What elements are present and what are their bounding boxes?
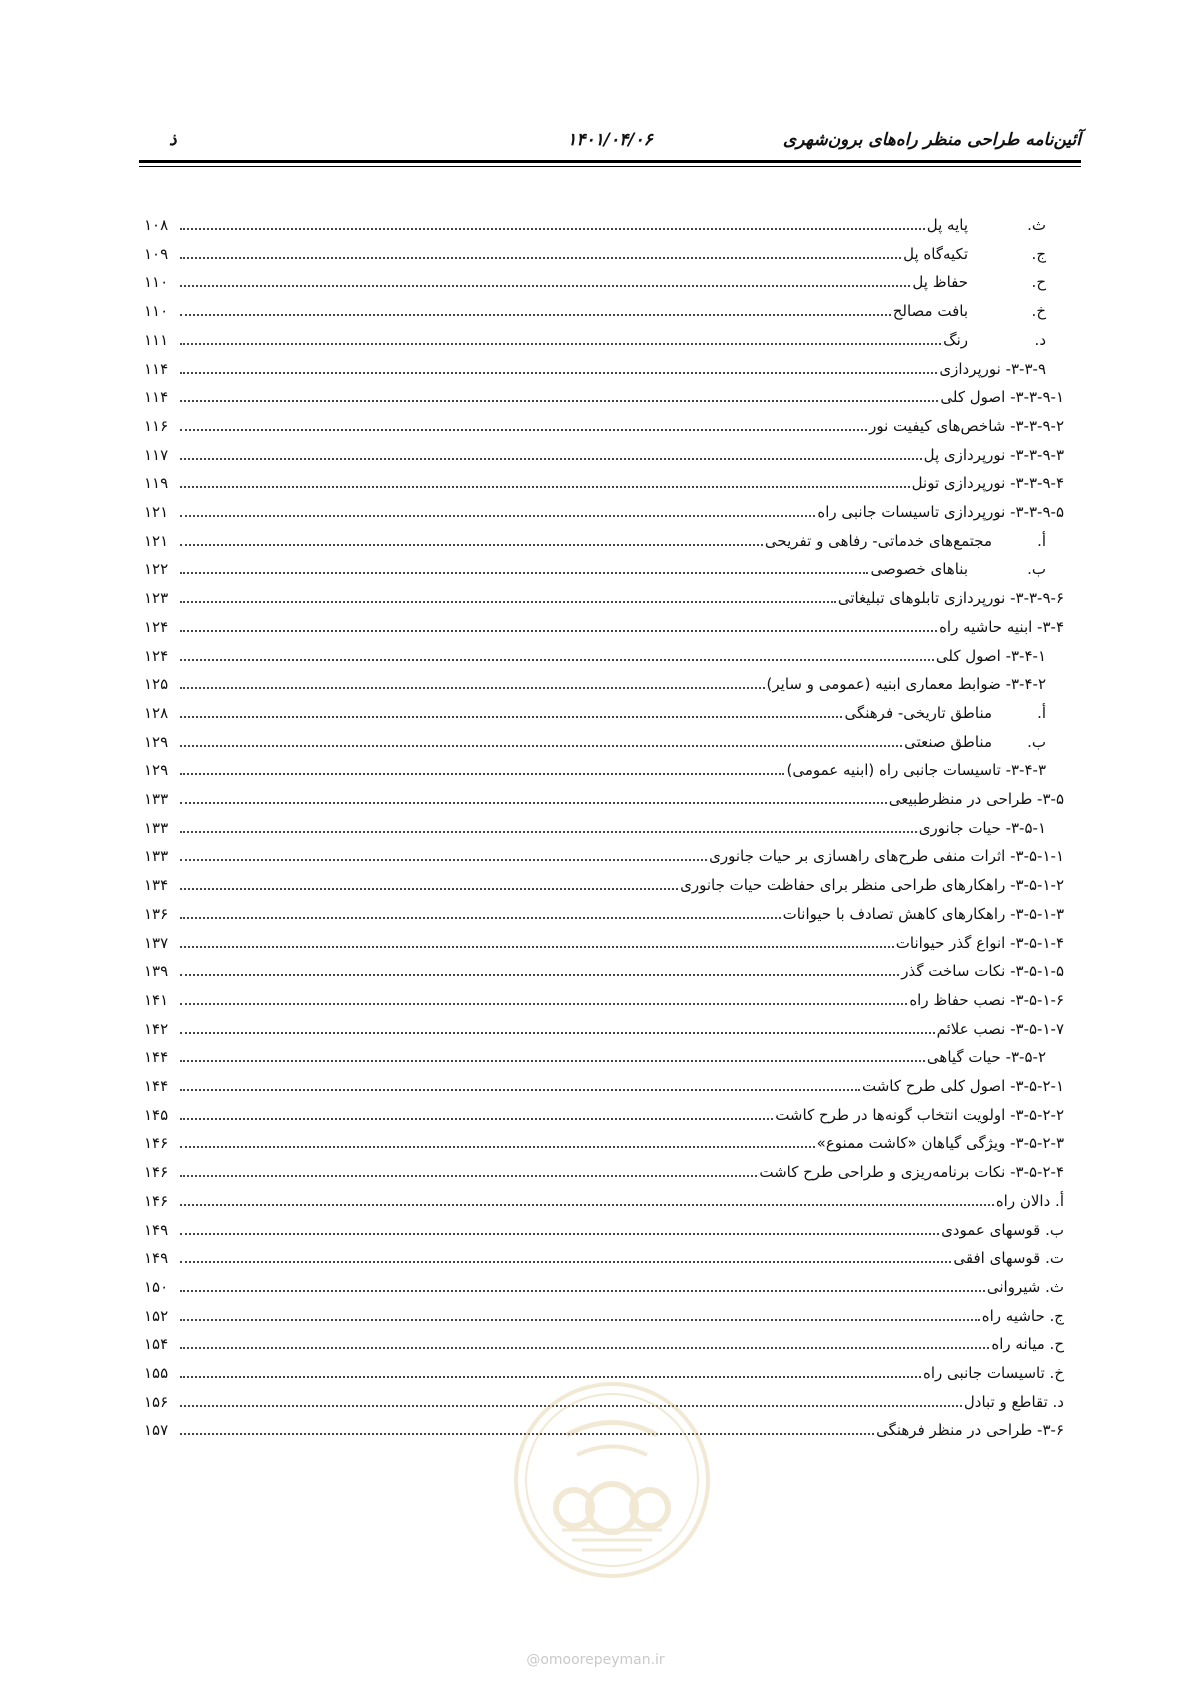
watermark-seal-icon — [512, 1380, 712, 1580]
toc-entry[interactable] — [144, 271, 1064, 301]
toc-page-number: ۱۴۶ — [144, 1191, 169, 1210]
toc-page-number: ۱۵۵ — [144, 1364, 169, 1382]
toc-dot-leader — [180, 1104, 773, 1120]
toc-entry[interactable] — [144, 1161, 1064, 1191]
toc-page-number: ۱۴۹ — [144, 1249, 169, 1268]
toc-label: ۳-۵-۱-۴- انواع گذر حیوانات — [895, 933, 1064, 952]
toc-entry[interactable] — [144, 501, 1064, 531]
toc-dot-leader — [180, 1190, 994, 1206]
toc-entry[interactable] — [144, 1075, 1064, 1105]
toc-label: ب. قوسهای عمودی — [941, 1220, 1064, 1239]
toc-label: ۳-۴-۲- ضوابط معماری ابنیه (عمومی و سایر) — [766, 675, 1046, 694]
document-title: آئین‌نامه طراحی منظر راه‌های برون‌شهری — [782, 130, 1081, 150]
toc-label: ت. قوسهای افقی — [953, 1249, 1064, 1268]
toc-page-number: ۱۲۳ — [144, 589, 169, 608]
toc-dot-leader — [180, 329, 941, 345]
toc-page-number: ۱۴۶ — [144, 1134, 169, 1153]
toc-dot-leader — [180, 874, 678, 890]
toc-label: ۳-۶- طراحی در منظر فرهنگی — [876, 1421, 1064, 1440]
toc-page-number: ۱۲۱ — [144, 531, 169, 550]
toc-entry[interactable] — [144, 329, 1064, 359]
toc-page-number: ۱۵۶ — [144, 1392, 169, 1411]
toc-label: پایه پل — [926, 216, 968, 234]
toc-dot-leader — [180, 817, 917, 833]
toc-entry[interactable] — [144, 444, 1064, 474]
toc-label: ۳-۴- ابنیه حاشیه راه — [939, 617, 1064, 636]
toc-label: بناهای خصوصی — [870, 560, 968, 579]
toc-marker: ث. — [1027, 216, 1046, 234]
toc-entry[interactable] — [144, 1046, 1064, 1076]
watermark-url: @omoorepeyman.ir — [526, 1652, 665, 1668]
toc-label: أ. دالان راه — [995, 1191, 1064, 1210]
toc-entry[interactable] — [144, 472, 1064, 502]
toc-label: ۳-۴-۱- اصول کلی — [935, 646, 1046, 665]
toc-page-number: ۱۱۶ — [144, 416, 169, 435]
toc-entry[interactable] — [144, 1190, 1064, 1220]
toc-page-number: ۱۴۱ — [144, 990, 169, 1009]
toc-entry[interactable] — [144, 1104, 1064, 1134]
toc-page-number: ۱۳۳ — [144, 847, 169, 866]
toc-page-number: ۱۴۲ — [144, 1019, 169, 1038]
toc-page-number: ۱۳۶ — [144, 904, 169, 923]
toc-label: ۳-۵-۱- حیات جانوری — [918, 818, 1046, 837]
toc-entry[interactable] — [144, 558, 1064, 588]
toc-page-number: ۱۴۹ — [144, 1220, 169, 1239]
toc-label: د. تقاطع و تبادل — [963, 1392, 1064, 1411]
toc-marker: ب. — [1027, 732, 1046, 751]
toc-entry[interactable] — [144, 731, 1064, 761]
toc-page-number: ۱۲۹ — [144, 732, 169, 751]
toc-page-number: ۱۴۴ — [144, 1077, 169, 1095]
toc-page-number: ۱۴۶ — [144, 1163, 169, 1182]
toc-marker: ب. — [1027, 560, 1046, 579]
toc-dot-leader — [180, 702, 842, 718]
toc-page-number: ۱۲۵ — [144, 675, 169, 694]
toc-dot-leader — [180, 989, 907, 1005]
toc-label: ۳-۵-۱-۷- نصب علائم — [936, 1019, 1064, 1038]
toc-page-number: ۱۳۳ — [144, 818, 169, 837]
toc-dot-leader — [180, 1132, 815, 1148]
toc-dot-leader — [180, 645, 934, 661]
toc-page-number: ۱۲۲ — [144, 560, 169, 579]
toc-page-number: ۱۴۴ — [144, 1048, 169, 1067]
toc-entry[interactable] — [144, 645, 1064, 675]
toc-dot-leader — [180, 788, 887, 804]
toc-dot-leader — [180, 214, 925, 230]
toc-entry[interactable] — [144, 817, 1064, 847]
toc-page-number: ۱۳۹ — [144, 962, 169, 981]
toc-entry[interactable] — [144, 386, 1064, 416]
toc-label: ۳-۳-۹-۶- نورپردازی تابلوهای تبلیغاتی — [837, 589, 1064, 608]
toc-entry[interactable] — [144, 243, 1064, 273]
toc-page-number: ۱۰۹ — [144, 244, 169, 263]
toc-entry[interactable] — [144, 874, 1064, 904]
toc-dot-leader — [180, 558, 868, 574]
toc-label: ۳-۵-۲- حیات گیاهی — [926, 1048, 1046, 1067]
toc-dot-leader — [180, 673, 765, 689]
toc-marker: أ. — [1037, 703, 1046, 722]
toc-page-number: ۱۳۴ — [144, 876, 169, 895]
toc-dot-leader — [180, 1333, 989, 1349]
toc-label: ۳-۵-۱-۶- نصب حفاظ راه — [909, 990, 1064, 1009]
toc-label: ۳-۵-۲-۴- نکات برنامه‌ریزی و طراحی طرح کاشت — [759, 1163, 1064, 1182]
toc-page-number: ۱۵۴ — [144, 1335, 169, 1354]
toc-dot-leader — [180, 932, 894, 948]
toc-dot-leader — [180, 1018, 935, 1034]
toc-dot-leader — [180, 759, 784, 775]
toc-entry[interactable] — [144, 1276, 1064, 1306]
toc-dot-leader — [180, 444, 922, 460]
toc-label: ۳-۵- طراحی در منظرطبیعی — [888, 790, 1064, 808]
toc-entry[interactable] — [144, 530, 1064, 560]
toc-page-number: ۱۲۴ — [144, 617, 169, 636]
toc-dot-leader — [180, 1046, 925, 1062]
toc-label: ۳-۵-۲-۳- ویژگی گیاهان «کاشت ممنوع» — [816, 1134, 1064, 1153]
toc-dot-leader — [180, 501, 815, 517]
toc-page-number: ۱۱۰ — [144, 302, 169, 321]
toc-entry[interactable] — [144, 1132, 1064, 1162]
toc-dot-leader — [180, 472, 910, 488]
toc-entry[interactable] — [144, 960, 1064, 990]
toc-entry[interactable] — [144, 903, 1064, 933]
toc-dot-leader — [180, 243, 901, 259]
toc-entry[interactable] — [144, 1247, 1064, 1277]
toc-label: ۳-۴-۳- تاسیسات جانبی راه (ابنیه عمومی) — [786, 761, 1046, 780]
toc-dot-leader — [180, 415, 867, 431]
toc-dot-leader — [180, 903, 781, 919]
toc-entry[interactable] — [144, 989, 1064, 1019]
toc-dot-leader — [180, 1276, 985, 1292]
toc-page-number: ۱۱۹ — [144, 474, 169, 493]
toc-marker: د. — [1034, 330, 1046, 349]
toc-entry[interactable] — [144, 932, 1064, 962]
toc-entry[interactable] — [144, 1333, 1064, 1363]
toc-label: ۳-۵-۱-۲- راهکارهای طراحی منظر برای حفاظت حیات جانوری — [680, 876, 1064, 895]
toc-label: مجتمع‌های خدماتی- رفاهی و تفریحی — [764, 531, 992, 550]
toc-page-number: ۱۲۱ — [144, 503, 169, 521]
toc-label: ۳-۳-۹-۱- اصول کلی — [940, 388, 1064, 407]
toc-marker: ج. — [1031, 244, 1046, 263]
toc-label: بافت مصالح — [892, 302, 968, 321]
toc-label: ۳-۵-۱-۱- اثرات منفی طرح‌های راهسازی بر حیات جانوری — [709, 847, 1064, 866]
header-rule-thin — [139, 166, 1081, 167]
toc-label: ۳-۳-۹-۳- نورپردازی پل — [923, 445, 1064, 464]
toc-label: ۳-۳-۹-۵- نورپردازی تاسیسات جانبی راه — [817, 503, 1064, 521]
toc-dot-leader — [180, 358, 937, 374]
toc-entry[interactable] — [144, 616, 1064, 646]
toc-page-number: ۱۱۰ — [144, 273, 169, 292]
toc-label: ۳-۳-۹-۲- شاخص‌های کیفیت نور — [869, 416, 1064, 435]
toc-dot-leader — [180, 1362, 921, 1378]
toc-dot-leader — [180, 960, 899, 976]
toc-dot-leader — [180, 731, 902, 747]
toc-dot-leader — [180, 1075, 860, 1091]
toc-page-number: ۱۵۷ — [144, 1421, 169, 1440]
toc-dot-leader — [180, 845, 707, 861]
toc-dot-leader — [180, 1247, 951, 1263]
toc-label: خ. تاسیسات جانبی راه — [923, 1364, 1064, 1382]
toc-page-number: ۱۲۴ — [144, 646, 169, 665]
toc-entry[interactable] — [144, 587, 1064, 617]
toc-label: ۳-۵-۱-۳- راهکارهای کاهش تصادف با حیوانات — [782, 904, 1064, 923]
toc-entry[interactable] — [144, 1305, 1064, 1335]
toc-page-number: ۱۳۷ — [144, 933, 169, 952]
toc-page-number: ۱۳۳ — [144, 790, 169, 808]
toc-page-number: ۱۵۲ — [144, 1306, 169, 1325]
toc-label: مناطق صنعتی — [904, 732, 992, 751]
toc-page-number: ۱۴۵ — [144, 1105, 169, 1124]
toc-marker: أ. — [1037, 531, 1046, 550]
toc-dot-leader — [180, 587, 836, 603]
page-number: ذ — [169, 130, 177, 150]
toc-page-number: ۱۵۰ — [144, 1277, 169, 1296]
toc-label: حفاظ پل — [912, 273, 968, 292]
toc-entry[interactable] — [144, 415, 1064, 445]
header-rule-thick — [139, 160, 1081, 163]
toc-dot-leader — [180, 616, 937, 632]
toc-entry[interactable] — [144, 358, 1064, 388]
toc-page-number: ۱۱۷ — [144, 445, 169, 464]
toc-page-number: ۱۱۱ — [144, 330, 169, 349]
toc-label: ۳-۵-۲-۲- اولویت انتخاب گونه‌ها در طرح کاشت — [775, 1105, 1064, 1124]
toc-dot-leader — [180, 530, 763, 546]
toc-label: مناطق تاریخی- فرهنگی — [844, 703, 992, 722]
toc-entry[interactable] — [144, 300, 1064, 330]
toc-label: ح. میانه راه — [991, 1335, 1064, 1354]
toc-dot-leader — [180, 1219, 939, 1235]
toc-page-number: ۱۲۸ — [144, 703, 169, 722]
toc-dot-leader — [180, 271, 910, 287]
toc-page-number: ۱۱۴ — [144, 359, 169, 378]
toc-label: ۳-۳-۹- نورپردازی — [939, 359, 1046, 378]
page-header — [139, 128, 1081, 158]
toc-page-number: ۱۱۴ — [144, 388, 169, 407]
toc-label: ۳-۵-۲-۱- اصول کلی طرح کاشت — [861, 1077, 1064, 1095]
toc-entry[interactable] — [144, 788, 1064, 818]
toc-dot-leader — [180, 1161, 757, 1177]
toc-page-number: ۱۰۸ — [144, 216, 169, 234]
toc-label: ۳-۳-۹-۴- نورپردازی تونل — [911, 474, 1064, 493]
toc-entry[interactable] — [144, 1018, 1064, 1048]
toc-dot-leader — [180, 386, 938, 402]
toc-dot-leader — [180, 1305, 980, 1321]
toc-entry[interactable] — [144, 702, 1064, 732]
toc-label: رنگ — [943, 330, 968, 349]
toc-label: ث. شیروانی — [986, 1277, 1064, 1296]
toc-entry[interactable] — [144, 845, 1064, 875]
toc-entry[interactable] — [144, 673, 1064, 703]
document-date: ۱۴۰۱/۰۴/۰۶ — [567, 130, 653, 150]
toc-entry[interactable] — [144, 1219, 1064, 1249]
toc-marker: ح. — [1031, 273, 1046, 292]
toc-page-number: ۱۲۹ — [144, 761, 169, 780]
toc-label: ج. حاشیه راه — [981, 1306, 1064, 1325]
toc-dot-leader — [180, 300, 891, 316]
toc-label: ۳-۵-۱-۵- نکات ساخت گذر — [901, 962, 1064, 981]
toc-entry[interactable] — [144, 214, 1064, 244]
toc-entry[interactable] — [144, 759, 1064, 789]
toc-marker: خ. — [1031, 302, 1046, 321]
toc-label: تکیه‌گاه پل — [903, 244, 968, 263]
